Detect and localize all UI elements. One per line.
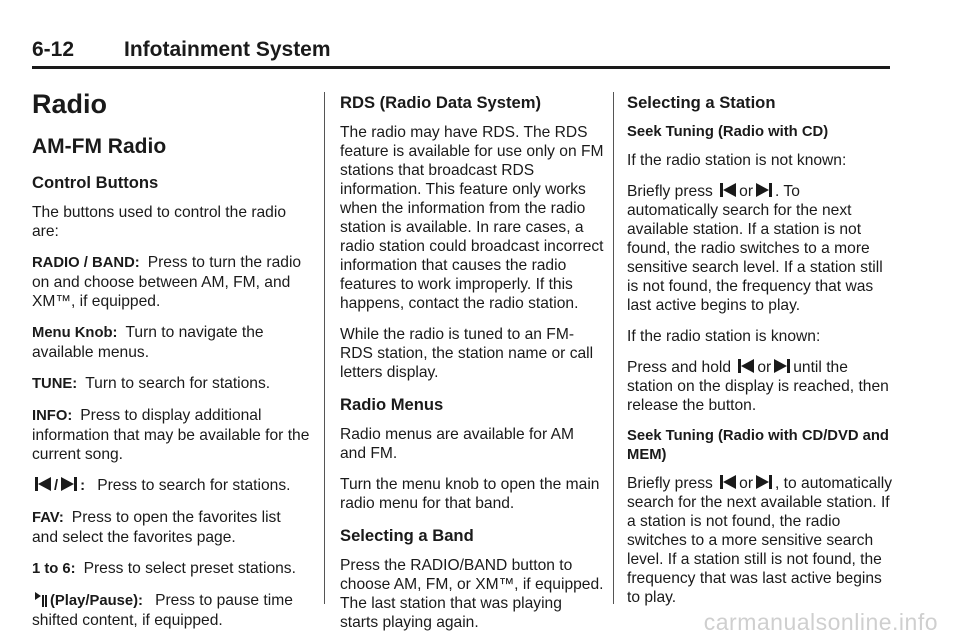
play-pause-icon bbox=[34, 591, 48, 607]
seek-back-icon bbox=[719, 474, 737, 490]
paragraph: If the radio station is not known: bbox=[627, 152, 847, 169]
column-right bbox=[627, 92, 895, 619]
definition: Press to pause time shifted content, if equipped. bbox=[32, 592, 293, 629]
paragraph bbox=[627, 358, 895, 415]
heading-selecting-station: Selecting a Station bbox=[627, 93, 776, 112]
column-divider bbox=[613, 92, 614, 604]
definition: Press to select preset stations. bbox=[83, 560, 296, 577]
column-left bbox=[32, 88, 310, 642]
definition-item bbox=[32, 406, 310, 464]
text: Briefly press bbox=[627, 183, 713, 200]
heading-rds: RDS (Radio Data System) bbox=[340, 93, 542, 112]
definition-item bbox=[32, 559, 310, 579]
definition: Turn to search for stations. bbox=[85, 375, 271, 392]
paragraph: Radio menus are available for AM and FM. bbox=[340, 426, 575, 462]
heading-control-buttons: Control Buttons bbox=[32, 173, 159, 192]
page-number: 6-12 bbox=[32, 38, 75, 61]
definition-item bbox=[32, 374, 310, 394]
term-separator: / bbox=[54, 478, 59, 494]
term: RADIO / BAND: bbox=[32, 255, 140, 271]
column-middle bbox=[340, 92, 604, 644]
heading-radio: Radio bbox=[32, 89, 108, 119]
seek-forward-icon bbox=[773, 358, 791, 374]
seek-forward-icon bbox=[755, 182, 773, 198]
heading-selecting-band: Selecting a Band bbox=[340, 526, 474, 545]
seek-back-icon bbox=[737, 358, 755, 374]
seek-back-icon bbox=[34, 476, 52, 492]
definition-item bbox=[32, 508, 310, 547]
definition: Press to open the favorites list and select the favorites page. bbox=[32, 509, 281, 546]
definition: Press to search for stations. bbox=[97, 477, 291, 494]
text: or bbox=[757, 359, 772, 376]
watermark: carmanualsonline.info bbox=[703, 609, 938, 635]
heading-radio-menus: Radio Menus bbox=[340, 395, 444, 414]
term: TUNE: bbox=[32, 376, 78, 392]
seek-forward-icon bbox=[60, 476, 78, 492]
term-colon: : bbox=[80, 478, 86, 494]
text: , to automatically search for the next available station. If a station is not found, the radio switches to a more sensitive search level. If a station still is not found, the frequency that was last active begins to play. bbox=[627, 475, 893, 606]
term: INFO: bbox=[32, 408, 73, 424]
seek-back-icon bbox=[719, 182, 737, 198]
text: or bbox=[739, 475, 754, 492]
paragraph: Press the RADIO/BAND button to choose AM, FM, or XM™, if equipped. The last station that was playing starts playing again. bbox=[340, 557, 604, 631]
seek-forward-icon bbox=[755, 474, 773, 490]
page-header bbox=[32, 38, 890, 69]
term: (Play/Pause): bbox=[50, 593, 143, 609]
term-wrap bbox=[32, 593, 147, 609]
definition-item bbox=[32, 323, 310, 362]
text: Press and hold bbox=[627, 359, 732, 376]
paragraph: Turn the menu knob to open the main radio menu for that band. bbox=[340, 476, 600, 512]
definition-item bbox=[32, 253, 310, 311]
paragraph bbox=[627, 182, 895, 315]
heading-am-fm-radio: AM-FM Radio bbox=[32, 135, 167, 158]
definition: Press to turn the radio on and choose between AM, FM, and XM™, if equipped. bbox=[32, 254, 302, 310]
paragraph: While the radio is tuned to an FM-RDS station, the station name or call letters display. bbox=[340, 326, 594, 381]
term bbox=[32, 478, 89, 494]
definition-item bbox=[32, 591, 310, 630]
definition: Press to display additional information that may be available for the current song. bbox=[32, 407, 310, 463]
subheading-seek-cd: Seek Tuning (Radio with CD) bbox=[627, 124, 829, 140]
text: until the station on the display is reached, then release the button. bbox=[627, 359, 889, 414]
definition: Turn to navigate the available menus. bbox=[32, 324, 264, 361]
subheading-seek-dvd: Seek Tuning (Radio with CD/DVD and MEM) bbox=[627, 428, 889, 463]
paragraph bbox=[627, 474, 895, 607]
text: or bbox=[739, 183, 754, 200]
column-divider bbox=[324, 92, 325, 604]
paragraph: The buttons used to control the radio are: bbox=[32, 204, 286, 240]
text: Briefly press bbox=[627, 475, 713, 492]
term: FAV: bbox=[32, 510, 64, 526]
definition-item bbox=[32, 476, 310, 496]
term: 1 to 6: bbox=[32, 561, 76, 577]
paragraph: If the radio station is known: bbox=[627, 328, 821, 345]
text: . To automatically search for the next available station. If a station is not found, the radio switches to a more sensitive search level. If a station still is not found, the frequency that was last active begins to play. bbox=[627, 183, 883, 314]
term: Menu Knob: bbox=[32, 325, 118, 341]
paragraph: The radio may have RDS. The RDS feature is available for use only on FM stations that broadcast RDS information. This feature only works when the information from the radio station is available. In rare cases, a radio station could broadcast incorrect information that causes the radio features to work improperly. If this happens, contact the radio station. bbox=[340, 124, 604, 312]
section-title: Infotainment System bbox=[124, 38, 331, 61]
